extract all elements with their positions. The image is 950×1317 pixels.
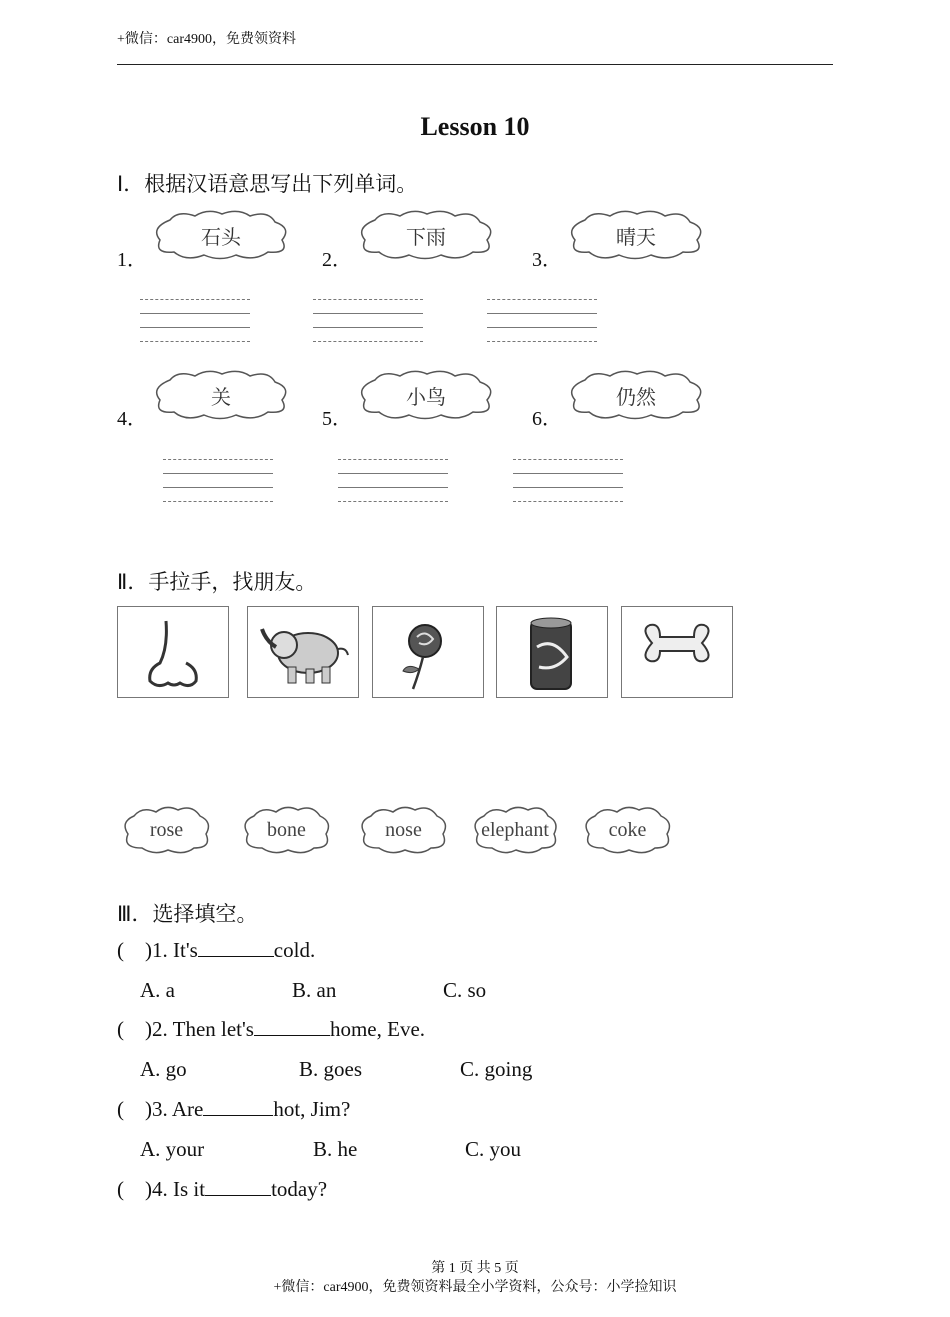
answer-blank[interactable] xyxy=(198,956,274,957)
answer-blank[interactable] xyxy=(254,1035,330,1036)
section1-heading: I．根据汉语意思写出下列单词。 xyxy=(117,172,418,196)
question-text-after: hot, Jim? xyxy=(273,1097,351,1121)
cloud-bubble xyxy=(355,368,497,422)
question-text-before: 4. Is it xyxy=(152,1177,206,1201)
match-word: bone xyxy=(267,818,306,841)
cloud-word: 关 xyxy=(211,384,231,409)
cloud-bubble xyxy=(150,368,292,422)
match-word: coke xyxy=(608,818,647,841)
match-word: elephant xyxy=(481,818,549,841)
nose-picture xyxy=(117,606,229,698)
item-number: 2． xyxy=(322,249,352,271)
cloud-word: 晴天 xyxy=(616,224,656,249)
item-number: 6． xyxy=(532,408,562,430)
nose-icon xyxy=(118,607,228,697)
question-1 xyxy=(117,938,315,963)
option-a: A. your xyxy=(140,1137,205,1161)
question-2 xyxy=(117,1017,425,1042)
elephant-picture xyxy=(247,606,359,698)
question-text-after: home, Eve. xyxy=(329,1017,426,1041)
option-c: C. so xyxy=(443,978,487,1002)
writing-lines[interactable] xyxy=(513,459,623,515)
answer-paren[interactable]: ( ) xyxy=(117,1097,152,1121)
header-note: +微信：car4900，免费领资料 xyxy=(117,32,296,47)
writing-lines[interactable] xyxy=(338,459,448,515)
item-number: 1． xyxy=(117,249,147,271)
question-4 xyxy=(117,1177,327,1202)
word-cloud xyxy=(240,804,333,856)
question-text-after: cold. xyxy=(273,938,316,962)
option-a: A. go xyxy=(140,1057,187,1081)
header-divider xyxy=(117,64,833,65)
item-number: 3． xyxy=(532,249,562,271)
cloud-word: 仍然 xyxy=(616,384,656,409)
answer-paren[interactable]: ( ) xyxy=(117,1177,152,1201)
page-title: Lesson 10 xyxy=(420,112,530,141)
option-a: A. a xyxy=(140,978,175,1002)
question-3 xyxy=(117,1097,350,1122)
item-number: 4． xyxy=(117,408,147,430)
writing-lines[interactable] xyxy=(313,299,423,355)
item-number: 5． xyxy=(322,408,352,430)
answer-blank[interactable] xyxy=(203,1115,273,1116)
page-number: 第 1 页 共 5 页 xyxy=(431,1261,519,1276)
section3-heading: Ⅲ．选择填空。 xyxy=(117,902,258,926)
cloud-bubble xyxy=(355,208,497,262)
bone-icon xyxy=(622,607,732,697)
option-b: B. he xyxy=(313,1137,358,1161)
option-b: B. goes xyxy=(299,1057,362,1081)
bone-picture xyxy=(621,606,733,698)
writing-lines[interactable] xyxy=(487,299,597,355)
question-text-before: 2. Then let's xyxy=(152,1017,254,1041)
cloud-bubble xyxy=(565,368,707,422)
footer-note: +微信：car4900，免费领资料最全小学资料，公众号：小学捡知识 xyxy=(273,1280,677,1295)
cloud-bubble xyxy=(150,208,292,262)
writing-lines[interactable] xyxy=(140,299,250,355)
writing-lines[interactable] xyxy=(163,459,273,515)
answer-paren[interactable]: ( ) xyxy=(117,1017,152,1041)
word-cloud xyxy=(357,804,450,856)
question-text-before: 1. It's xyxy=(152,938,198,962)
word-cloud xyxy=(470,804,560,856)
coke-can-icon xyxy=(497,607,607,697)
cloud-word: 下雨 xyxy=(406,224,446,249)
word-cloud xyxy=(120,804,213,856)
answer-paren[interactable]: ( ) xyxy=(117,938,152,962)
cloud-word: 石头 xyxy=(201,224,241,249)
rose-picture xyxy=(372,606,484,698)
elephant-icon xyxy=(248,607,358,697)
cloud-bubble xyxy=(565,208,707,262)
coke-picture xyxy=(496,606,608,698)
option-c: C. you xyxy=(465,1137,522,1161)
option-c: C. going xyxy=(460,1057,533,1081)
match-word: nose xyxy=(385,818,422,841)
rose-icon xyxy=(373,607,483,697)
section2-heading: Ⅱ．手拉手，找朋友。 xyxy=(117,570,317,594)
question-text-after: today? xyxy=(271,1177,328,1201)
match-word: rose xyxy=(149,818,184,841)
question-text-before: 3. Are xyxy=(152,1097,204,1121)
answer-blank[interactable] xyxy=(205,1195,271,1196)
word-cloud xyxy=(581,804,674,856)
cloud-word: 小鸟 xyxy=(406,384,446,409)
option-b: B. an xyxy=(292,978,337,1002)
